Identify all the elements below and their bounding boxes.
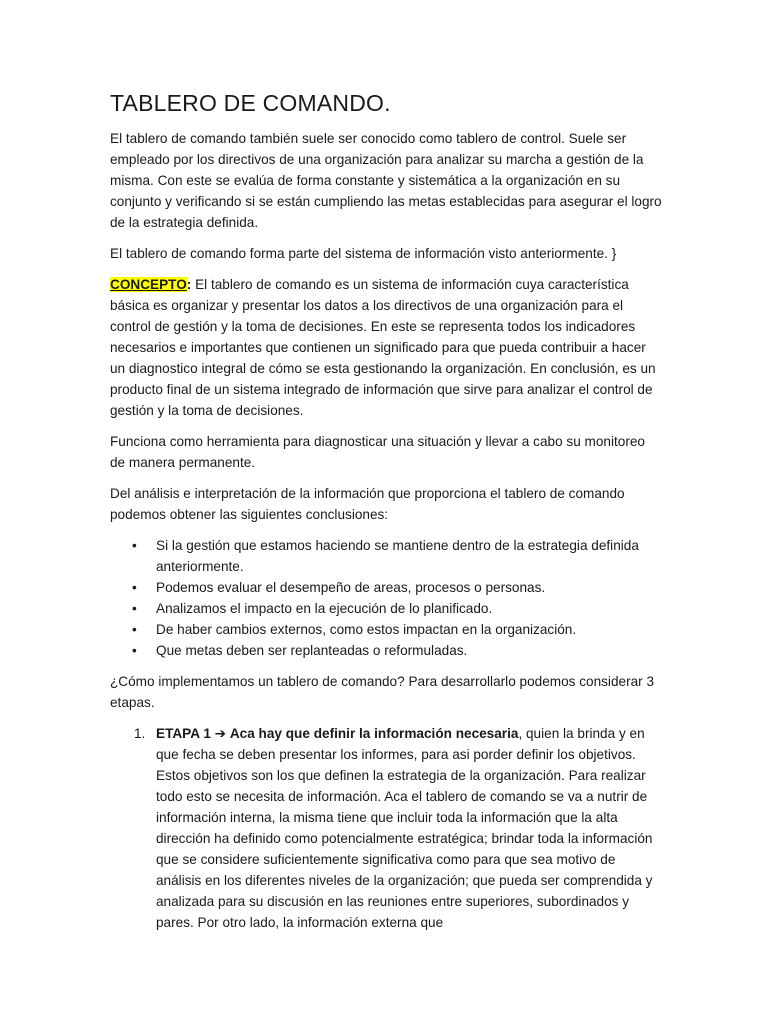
list-item-text: Si la gestión que estamos haciendo se mantiene dentro de la estrategia definida anteriormente. bbox=[156, 538, 639, 574]
document-body bbox=[110, 88, 662, 933]
steps-list bbox=[110, 723, 662, 933]
bullet-icon: • bbox=[132, 622, 137, 637]
concept-colon: : bbox=[186, 277, 192, 292]
document-title: TABLERO DE COMANDO. bbox=[110, 90, 391, 116]
bullet-icon: • bbox=[132, 538, 137, 553]
list-item-text: Podemos evaluar el desempeño de areas, procesos o personas. bbox=[156, 580, 546, 595]
list-item bbox=[110, 619, 662, 640]
step-number: 1. bbox=[134, 726, 146, 741]
list-item bbox=[110, 598, 662, 619]
list-item-text: De haber cambios externos, como estos impactan en la organización. bbox=[156, 622, 577, 637]
concept-paragraph bbox=[110, 274, 662, 421]
step-heading: Aca hay que definir la información necesaria bbox=[229, 726, 519, 741]
bullet-icon: • bbox=[132, 601, 137, 616]
system-paragraph: El tablero de comando forma parte del sistema de información visto anteriormente. } bbox=[110, 246, 617, 261]
analysis-paragraph: Del análisis e interpretación de la información que proporciona el tablero de comando podemos obtener las siguientes conclusiones: bbox=[110, 486, 625, 522]
list-item bbox=[110, 535, 662, 577]
concept-text: El tablero de comando es un sistema de información cuya característica básica es organizar y presentar los datos a los directivos de una organización para el control de gestión y la toma de decisiones. En este se representa todos los indicadores necesarios e importantes que contienen un significado para que pueda contribuir a hacer un diagnostico integral de cómo se esta gestionando la organización. En conclusión, es un producto final de un sistema integrado de información que sirve para analizar el control de gestión y la toma de decisiones. bbox=[110, 277, 656, 418]
intro-paragraph: El tablero de comando también suele ser conocido como tablero de control. Suele ser empleado por los directivos de una organización para analizar su marcha a gestión de la misma. Con este se evalúa de forma constante y sistemática a la organización en su conjunto y verificando si se están cumpliendo las metas establecidas para asegurar el logro de la estrategia definida. bbox=[110, 131, 662, 230]
right-arrow-icon: ➔ bbox=[214, 726, 227, 741]
step-text: , quien la brinda y en que fecha se deben presentar los informes, para asi porder definir los objetivos. Estos objetivos son los que definen la estrategia de la organización. Para realizar todo esto se necesita de información. Aca el tablero de comando se va a nutrir de información interna, la misma tiene que incluir toda la información que la alta dirección ha definido como potencialmente estratégica; brindar toda la información que se considere suficientemente significativa como para que sea motivo de análisis en los diferentes niveles de la organización; que pueda ser comprendida y analizada para su discusión en las reuniones entre superiores, subordinados y pares. Por otro lado, la información externa que bbox=[156, 726, 653, 930]
bullet-icon: • bbox=[132, 643, 137, 658]
list-item bbox=[110, 577, 662, 598]
list-item-text: Analizamos el impacto en la ejecución de lo planificado. bbox=[156, 601, 493, 616]
list-item bbox=[110, 640, 662, 661]
concept-label: CONCEPTO bbox=[110, 277, 187, 292]
list-item-text: Que metas deben ser replanteadas o reformuladas. bbox=[156, 643, 468, 658]
function-paragraph: Funciona como herramienta para diagnosticar una situación y llevar a cabo su monitoreo de manera permanente. bbox=[110, 434, 645, 470]
step-label: ETAPA 1 bbox=[156, 726, 211, 741]
bullet-icon: • bbox=[132, 580, 137, 595]
step-item bbox=[110, 723, 662, 933]
conclusions-list bbox=[110, 535, 662, 661]
implementation-paragraph: ¿Cómo implementamos un tablero de comando? Para desarrollarlo podemos considerar 3 etapas. bbox=[110, 674, 655, 710]
